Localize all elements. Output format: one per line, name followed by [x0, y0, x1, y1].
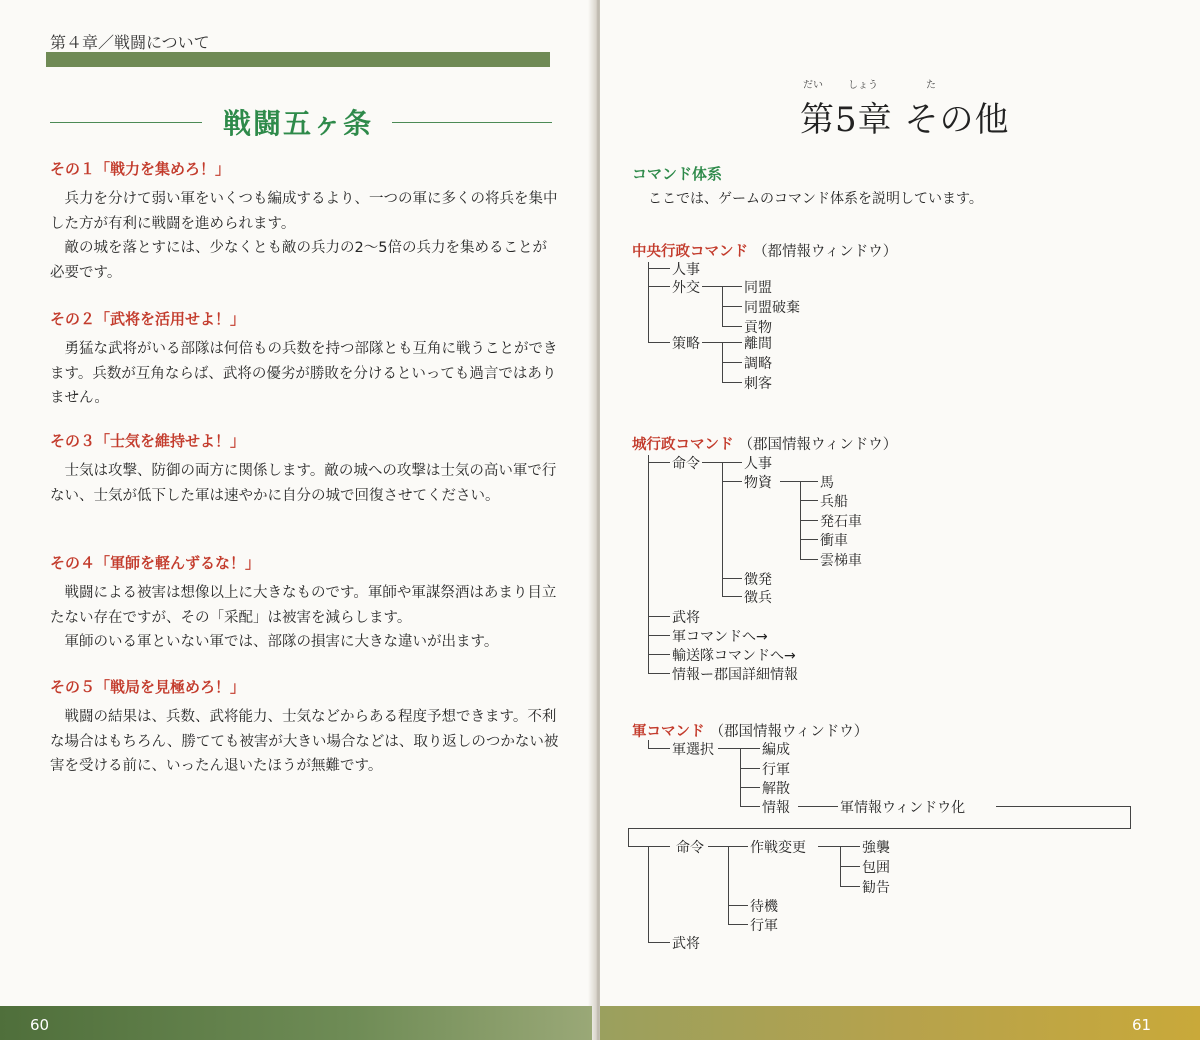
right-page — [600, 0, 1200, 1040]
node-sakuryaku: 策略 — [672, 336, 700, 352]
rule-body: 士気は攻撃、防御の両方に関係します。敵の城への攻撃は士気の高い軍で行ない、士気が低下した軍は速やかに自分の城で回復させてください。 — [50, 463, 557, 504]
node-bushou: 武将 — [672, 610, 700, 626]
command-system-desc: ここでは、ゲームのコマンド体系を説明しています。 — [648, 191, 983, 207]
node-kaisan: 解散 — [762, 781, 790, 797]
node-houi: 包囲 — [862, 860, 890, 876]
node-shikaku: 刺客 — [744, 376, 772, 392]
node-busshi: 物資 — [744, 475, 772, 491]
rule-item-4 — [50, 552, 560, 655]
castle-command-window: （郡国情報ウィンドウ） — [738, 437, 898, 453]
command-system-heading: コマンド体系 — [632, 165, 723, 183]
node-bushou: 武将 — [672, 936, 700, 952]
node-doumei-haki: 同盟破棄 — [744, 300, 800, 316]
node-kougun2: 行軍 — [750, 918, 778, 934]
node-gun-cmd: 軍コマンドへ→ — [672, 629, 768, 645]
rule-item-2 — [50, 308, 560, 411]
node-gun-sentaku: 軍選択 — [672, 742, 714, 758]
rule-heading: その５「戦局を見極めろ！」 — [50, 678, 246, 696]
rule-heading: その２「武将を活用せよ！」 — [50, 310, 246, 328]
army-command-title: 軍コマンド — [632, 724, 705, 740]
army-command-heading — [632, 720, 868, 741]
rule-body: 戦闘の結果は、兵数、武将能力、士気などからある程度予想できます。不利な場合はもちろん、勝てても被害が大きい場合などは、取り返しのつかない被害を受ける前に、いったん退いたほうが無難です。 — [50, 709, 559, 774]
node-sakusen-henkou: 作戦変更 — [750, 840, 806, 856]
node-chouryaku: 調略 — [744, 356, 772, 372]
chapter-title: 第5章 その他 — [800, 100, 1010, 140]
tree-line — [648, 262, 649, 342]
castle-command-title: 城行政コマンド — [632, 437, 734, 453]
node-jouhou: 情報ー郡国詳細情報 — [672, 667, 798, 683]
node-taiki: 待機 — [750, 899, 778, 915]
castle-command-heading — [632, 433, 897, 454]
ruby-ta: た — [926, 80, 936, 91]
footer-bar-right — [600, 1006, 1200, 1040]
section-title: 戦闘五ヶ条 — [222, 107, 373, 140]
node-jinji: 人事 — [672, 262, 700, 278]
running-header: 第４章／戦闘について — [50, 33, 210, 52]
central-command-window: （都情報ウィンドウ） — [753, 244, 898, 260]
rule-item-5 — [50, 676, 560, 779]
page-number-right: 61 — [1132, 1016, 1152, 1034]
rule-body: 軍師のいる軍といない軍では、部隊の損害に大きな違いが出ます。 — [64, 634, 499, 650]
footer-bar-left — [0, 1006, 592, 1040]
rule-heading: その３「士気を維持せよ！」 — [50, 432, 246, 450]
central-command-title: 中央行政コマンド — [632, 244, 748, 260]
section-title-block — [50, 102, 552, 142]
node-yusoutai-cmd: 輸送隊コマンドへ→ — [672, 648, 796, 664]
node-doumei: 同盟 — [744, 280, 772, 296]
title-rule-left — [50, 122, 202, 123]
node-hensei: 編成 — [762, 742, 790, 758]
node-meirei: 命令 — [672, 456, 700, 472]
rule-body: 戦闘による被害は想像以上に大きなものです。軍師や軍謀祭酒はあまり目立たない存在ですが、その「采配」は被害を減らします。 — [50, 585, 557, 626]
node-mitsugi: 貢物 — [744, 320, 772, 336]
army-command-window: （郡国情報ウィンドウ） — [709, 724, 869, 740]
left-page — [0, 0, 592, 1040]
rule-body: 兵力を分けて弱い軍をいくつも編成するより、一つの軍に多くの将兵を集中した方が有利に戦闘を進められます。 — [50, 191, 558, 232]
node-chouhatsu: 徴発 — [744, 572, 772, 588]
node-jinji: 人事 — [744, 456, 772, 472]
central-command-heading — [632, 240, 897, 261]
node-hassekisha: 発石車 — [820, 514, 862, 530]
rule-heading: その４「軍師を軽んずるな！」 — [50, 554, 261, 572]
node-kyoushuu: 強襲 — [862, 840, 890, 856]
rule-item-1 — [50, 158, 560, 285]
node-meirei: 命令 — [676, 840, 704, 856]
node-kougun: 行軍 — [762, 762, 790, 778]
page-number-left: 60 — [30, 1016, 50, 1034]
node-heisen: 兵船 — [820, 494, 848, 510]
node-uma: 馬 — [820, 475, 834, 491]
node-kankoku: 勧告 — [862, 880, 890, 896]
node-shousha: 衝車 — [820, 533, 848, 549]
tree-line — [648, 455, 649, 673]
node-gaikou: 外交 — [672, 280, 700, 296]
node-unteisha: 雲梯車 — [820, 553, 862, 569]
node-gun-jouhou-window: 軍情報ウィンドウ化 — [840, 800, 966, 816]
ruby-dai: だい — [803, 80, 823, 91]
rule-item-3 — [50, 430, 560, 508]
rule-heading: その１「戦力を集めろ！」 — [50, 160, 231, 178]
header-bar — [46, 52, 550, 67]
ruby-shou: しょう — [848, 80, 878, 91]
node-jouhou: 情報 — [762, 800, 790, 816]
title-rule-right — [392, 122, 552, 123]
rule-body: 敵の城を落とすには、少なくとも敵の兵力の2～5倍の兵力を集めることが必要です。 — [50, 240, 547, 281]
node-chouhei: 徴兵 — [744, 590, 772, 606]
tree-line — [648, 740, 649, 748]
node-rikan: 離間 — [744, 336, 772, 352]
rule-body: 勇猛な武将がいる部隊は何倍もの兵数を持つ部隊とも互角に戦うことができます。兵数が互角ならば、武将の優劣が勝敗を分けるといっても過言ではありません。 — [50, 341, 558, 406]
